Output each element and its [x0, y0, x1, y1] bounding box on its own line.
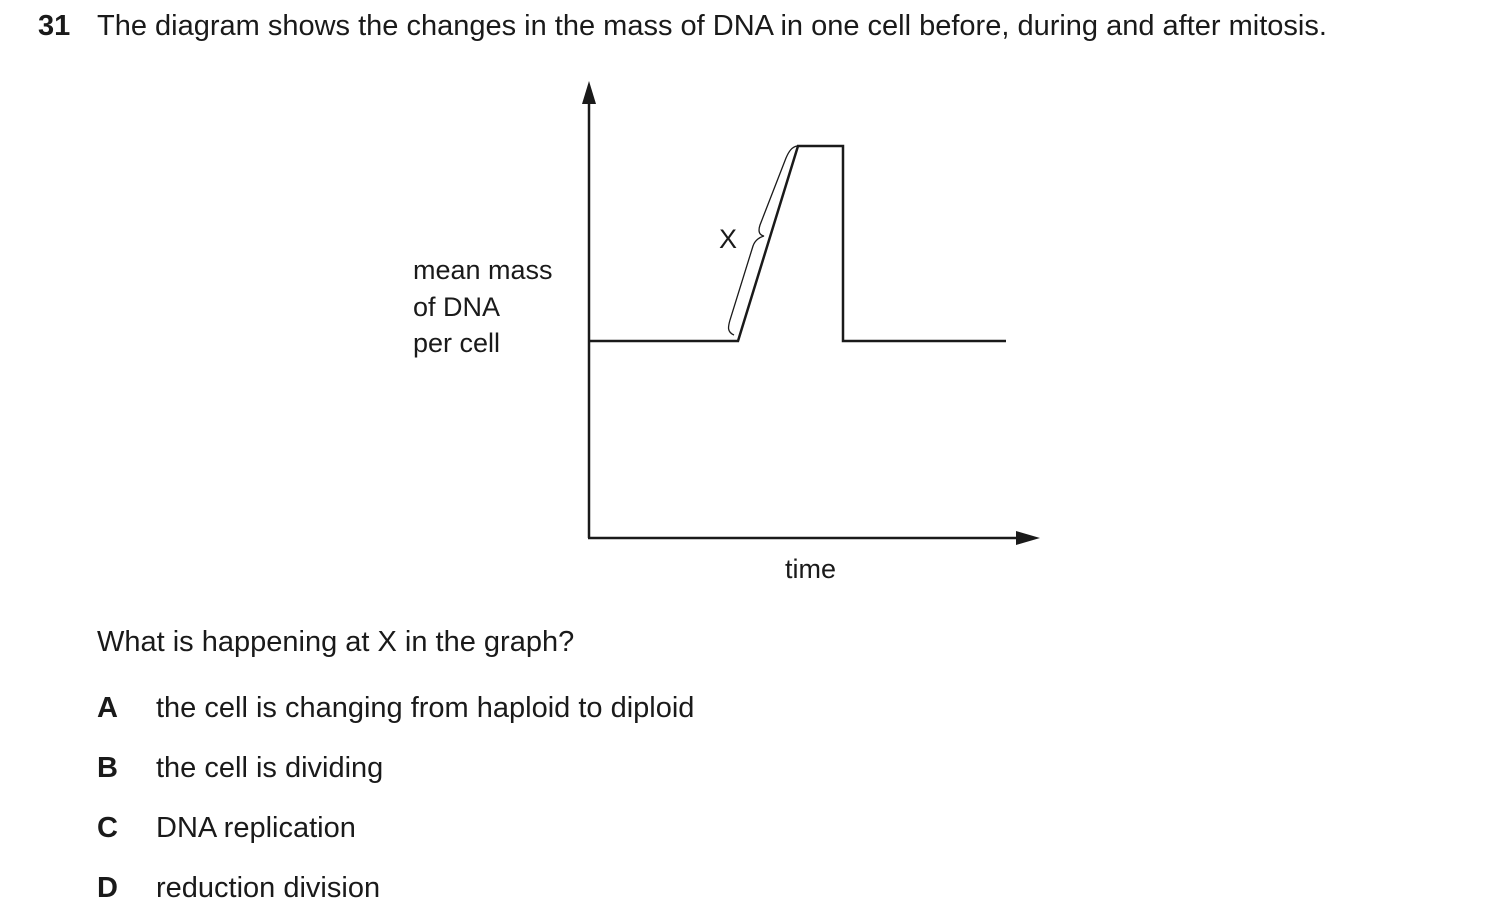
option-letter: A: [97, 692, 118, 724]
question-number: 31: [38, 10, 71, 42]
y-axis-label-line: of DNA: [413, 291, 501, 322]
option-letter: D: [97, 872, 118, 904]
x-marker-label: X: [719, 224, 738, 254]
question-prompt: What is happening at X in the graph?: [97, 626, 575, 658]
y-axis-label-line: mean mass: [413, 255, 553, 285]
y-axis-arrowhead: [582, 81, 596, 104]
x-axis-label: time: [785, 554, 837, 584]
option-text: reduction division: [156, 872, 381, 904]
option-text: DNA replication: [156, 812, 356, 844]
dna-mass-line: [589, 146, 1006, 341]
y-axis-label: [413, 252, 553, 362]
option-letter: B: [97, 752, 118, 784]
option-text: the cell is dividing: [156, 752, 384, 784]
option-letter: C: [97, 812, 118, 844]
x-brace: [729, 146, 797, 335]
question-stem: The diagram shows the changes in the mass of DNA in one cell before, during and after mitosis.: [97, 10, 1327, 42]
x-axis-arrowhead: [1016, 531, 1040, 545]
y-axis-label-line: per cell: [413, 328, 501, 358]
option-text: the cell is changing from haploid to diploid: [156, 692, 695, 724]
